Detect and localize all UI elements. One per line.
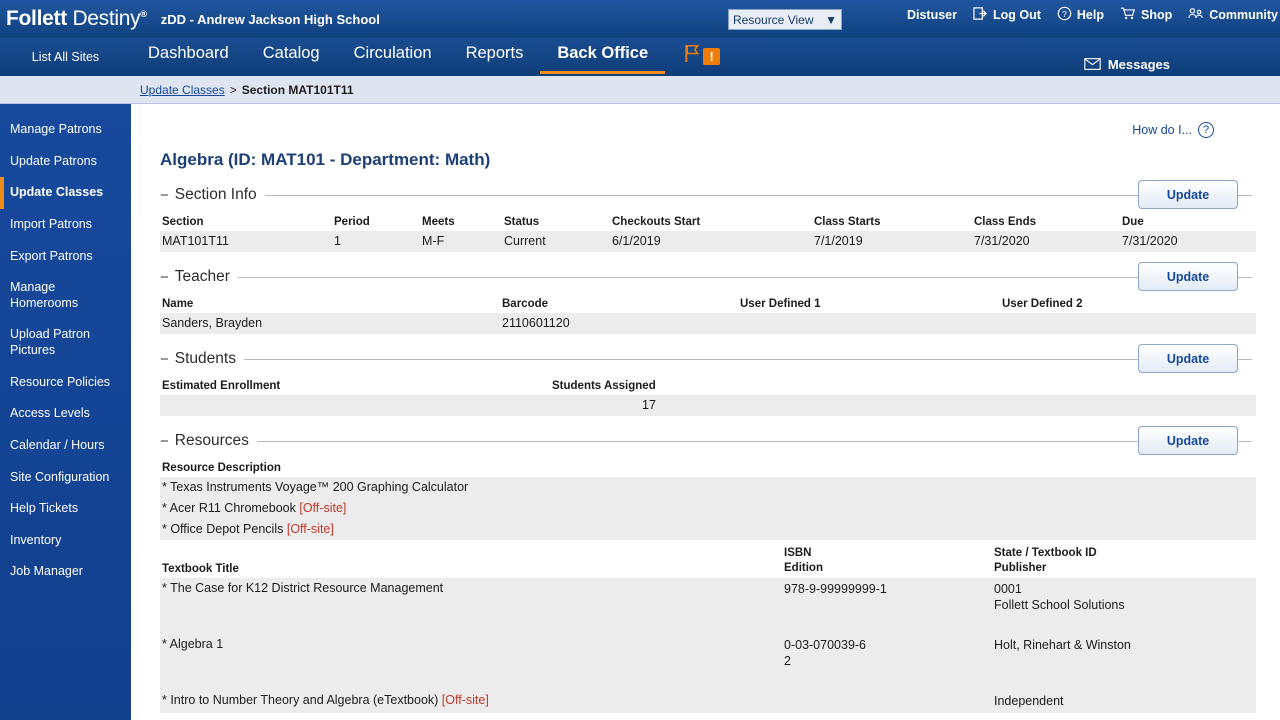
- textbook-title-text: * Algebra 1: [162, 637, 224, 652]
- cell-due: 7/31/2020: [1120, 231, 1256, 252]
- teacher-section: [160, 266, 1262, 334]
- resources-header: [160, 430, 1262, 452]
- alert-badge: !: [703, 48, 720, 65]
- cell-textbook-title: [160, 578, 782, 617]
- col-estimated-enrollment: Estimated Enrollment: [162, 380, 281, 392]
- resources-section: [160, 430, 1262, 713]
- table-row: [160, 231, 1256, 252]
- collapse-icon[interactable]: −: [160, 432, 169, 450]
- question-mark-icon: ?: [1198, 122, 1214, 138]
- flag-icon: [683, 44, 701, 69]
- cell-section: MAT101T11: [160, 231, 332, 252]
- publisher-value: Holt, Rinehart & Winston: [994, 638, 1131, 653]
- sidebar-item-access-levels[interactable]: Access Levels: [10, 406, 90, 421]
- teacher-table: [160, 296, 1256, 334]
- nav-tabs: [131, 38, 665, 74]
- col-isbn-edition: [782, 544, 992, 578]
- section-info-title: Section Info: [174, 186, 257, 203]
- list-all-sites-link[interactable]: List All Sites: [31, 50, 100, 64]
- students-title: Students: [174, 350, 236, 367]
- sidebar-item-export-patrons[interactable]: Export Patrons: [10, 248, 93, 263]
- main-navigation: [0, 38, 1280, 76]
- logo-follett-text: Follett: [6, 7, 67, 30]
- section-info-table: [160, 214, 1256, 252]
- cell-students-assigned: 17: [550, 395, 750, 416]
- state-textbook-id-value: 0001: [994, 582, 1022, 597]
- logo-trademark: ®: [140, 9, 147, 19]
- offsite-tag: [Off-site]: [286, 522, 334, 536]
- update-resources-button[interactable]: Update: [1138, 426, 1238, 455]
- table-row: [160, 395, 1256, 416]
- section-info-header: [160, 184, 1262, 206]
- chevron-down-icon: ▼: [825, 12, 837, 27]
- table-row-spacer: [160, 673, 1256, 690]
- page-title: Algebra (ID: MAT101 - Department: Math): [160, 150, 491, 169]
- sidebar-item-calendar-hours[interactable]: Calendar / Hours: [10, 437, 105, 452]
- shop-button[interactable]: [1120, 6, 1172, 24]
- resource-description-text: * Acer R11 Chromebook: [162, 501, 296, 515]
- col-students-assigned: Students Assigned: [552, 380, 656, 392]
- cell-class-starts: 7/1/2019: [812, 231, 972, 252]
- textbook-title-text: * Intro to Number Theory and Algebra (eTextbook): [162, 693, 439, 708]
- sidebar-item-update-patrons[interactable]: Update Patrons: [10, 153, 97, 168]
- col-section: Section: [162, 216, 204, 228]
- col-due: Due: [1122, 216, 1144, 228]
- col-isbn-label: ISBN: [784, 547, 812, 559]
- community-label: Community: [1209, 7, 1278, 22]
- col-resource-description: Resource Description: [162, 462, 281, 474]
- col-blank: [750, 378, 1256, 395]
- col-barcode: Barcode: [502, 298, 549, 310]
- table-row: [160, 477, 1256, 498]
- students-header: [160, 348, 1262, 370]
- update-teacher-button[interactable]: Update: [1138, 262, 1238, 291]
- community-icon: [1188, 6, 1204, 24]
- resource-description-text: * Office Depot Pencils: [162, 522, 284, 536]
- messages-label: Messages: [1107, 57, 1170, 72]
- tab-catalog[interactable]: Catalog: [262, 44, 320, 62]
- svg-text:?: ?: [1062, 8, 1067, 19]
- divider: [257, 441, 1252, 442]
- sidebar-item-resource-policies[interactable]: Resource Policies: [10, 374, 111, 389]
- table-row: [160, 690, 1256, 713]
- tab-reports[interactable]: Reports: [465, 44, 524, 62]
- divider: [244, 359, 1252, 360]
- sidebar-item-help-tickets[interactable]: Help Tickets: [10, 501, 79, 516]
- cell-textbook-title: [160, 690, 782, 713]
- breadcrumb-parent-link[interactable]: Update Classes: [140, 82, 225, 97]
- cell-isbn-edition: [782, 634, 992, 673]
- breadcrumb: [0, 76, 1280, 104]
- offsite-tag: [Off-site]: [441, 693, 489, 708]
- sidebar-item-update-classes[interactable]: Update Classes: [0, 177, 131, 209]
- textbooks-table: [160, 544, 1256, 713]
- table-header-row: [160, 214, 1256, 231]
- table-header-row: [160, 378, 1256, 395]
- current-user: Distuser: [906, 7, 957, 22]
- table-row: [160, 498, 1256, 519]
- shop-label: Shop: [1141, 7, 1173, 22]
- divider: [238, 277, 1252, 278]
- envelope-icon: [1084, 58, 1101, 72]
- cell-state-publisher: [992, 578, 1256, 617]
- table-header-row: [160, 296, 1256, 313]
- sidebar-item-site-configuration[interactable]: Site Configuration: [10, 469, 110, 484]
- messages-link[interactable]: [1084, 57, 1170, 72]
- logout-button[interactable]: [973, 6, 1041, 24]
- breadcrumb-separator: >: [229, 82, 237, 97]
- breadcrumb-current: Section MAT101T11: [241, 82, 354, 97]
- help-label: Help: [1076, 7, 1104, 22]
- col-publisher-label: Publisher: [994, 561, 1047, 574]
- cell-user-defined-1: [738, 313, 1000, 334]
- collapse-icon[interactable]: −: [160, 350, 169, 368]
- follett-destiny-logo[interactable]: [6, 7, 147, 31]
- help-button[interactable]: [1057, 6, 1104, 24]
- table-header-row: [160, 544, 1256, 578]
- col-checkouts-start: Checkouts Start: [612, 216, 701, 228]
- table-row: [160, 519, 1256, 540]
- cell-class-ends: 7/31/2020: [972, 231, 1120, 252]
- how-do-i-label: How do I...: [1132, 123, 1192, 137]
- cell-teacher-name: Sanders, Brayden: [160, 313, 500, 334]
- tab-dashboard[interactable]: Dashboard: [148, 44, 229, 62]
- col-textbook-title: [160, 544, 782, 578]
- tab-circulation[interactable]: Circulation: [353, 44, 432, 62]
- cell-blank: [750, 395, 1256, 416]
- col-status: Status: [504, 216, 540, 228]
- cell-user-defined-2: [1000, 313, 1256, 334]
- community-button[interactable]: [1188, 6, 1278, 24]
- collapse-icon[interactable]: −: [160, 186, 169, 204]
- tab-back-office[interactable]: Back Office: [540, 38, 665, 74]
- students-section: [160, 348, 1262, 416]
- col-class-ends: Class Ends: [974, 216, 1036, 228]
- page-body: [0, 104, 1280, 720]
- collapse-icon[interactable]: −: [160, 268, 169, 286]
- sidebar-item-import-patrons[interactable]: Import Patrons: [10, 216, 92, 231]
- resource-description-text: * Texas Instruments Voyage™ 200 Graphing Calculator: [162, 480, 469, 494]
- cell-checkouts-start: 6/1/2019: [610, 231, 812, 252]
- top-right-toolbar: [907, 6, 1280, 24]
- offsite-tag: [Off-site]: [299, 501, 347, 515]
- teacher-header: [160, 266, 1262, 288]
- col-period: Period: [334, 216, 370, 228]
- sidebar: [0, 104, 131, 720]
- cell-isbn-edition: [782, 690, 992, 713]
- col-meets: Meets: [422, 216, 455, 228]
- cart-icon: [1120, 6, 1136, 24]
- publisher-value: Independent: [994, 694, 1064, 709]
- sidebar-item-upload-patron-pictures[interactable]: Upload Patron Pictures: [10, 327, 90, 357]
- col-state-publisher: [992, 544, 1256, 578]
- table-row: [160, 313, 1256, 334]
- update-section-info-button[interactable]: Update: [1138, 180, 1238, 209]
- sidebar-item-inventory[interactable]: Inventory: [10, 532, 62, 547]
- col-user-defined-1: User Defined 1: [740, 298, 821, 310]
- top-bar: [0, 0, 1280, 38]
- site-name: zDD - Andrew Jackson High School: [160, 11, 380, 27]
- cell-teacher-barcode: 2110601120: [500, 313, 738, 334]
- publisher-value: Follett School Solutions: [994, 598, 1125, 613]
- col-name: Name: [162, 298, 194, 310]
- table-row: [160, 634, 1256, 673]
- logout-icon: [973, 6, 988, 24]
- sidebar-item-job-manager[interactable]: Job Manager: [10, 564, 83, 579]
- col-textbook-title-label: Textbook Title: [162, 563, 239, 576]
- resource-descriptions-table: [160, 460, 1256, 540]
- alerts-indicator[interactable]: [683, 38, 720, 69]
- isbn-value: 978-9-99999999-1: [784, 582, 887, 597]
- col-class-starts: Class Starts: [814, 216, 881, 228]
- logout-label: Log Out: [993, 7, 1041, 22]
- section-info-section: [160, 184, 1262, 252]
- main-content: [131, 104, 1280, 720]
- cell-isbn-edition: [782, 578, 992, 617]
- cell-state-publisher: [992, 634, 1256, 673]
- col-edition-label: Edition: [784, 561, 823, 574]
- col-state-id-label: State / Textbook ID: [994, 547, 1097, 559]
- cell-meets: M-F: [420, 231, 502, 252]
- how-do-i-link[interactable]: [1132, 122, 1214, 138]
- edition-value: 2: [784, 654, 791, 669]
- cell-resource-description: [160, 498, 1256, 519]
- logo-destiny-text: Destiny: [72, 7, 141, 30]
- cell-textbook-title: [160, 634, 782, 673]
- divider: [265, 195, 1252, 196]
- update-students-button[interactable]: Update: [1138, 344, 1238, 373]
- resources-title: Resources: [174, 432, 249, 449]
- resource-view-label: Resource View: [733, 12, 814, 27]
- resource-view-select[interactable]: [728, 9, 842, 30]
- cell-resource-description: [160, 519, 1256, 540]
- help-icon: [1057, 6, 1072, 24]
- col-user-defined-2: User Defined 2: [1002, 298, 1083, 310]
- cell-status: Current: [502, 231, 610, 252]
- textbook-title-text: * The Case for K12 District Resource Management: [162, 581, 444, 596]
- table-row-spacer: [160, 617, 1256, 634]
- cell-state-publisher: [992, 690, 1256, 713]
- sidebar-item-manage-homerooms[interactable]: Manage Homerooms: [10, 280, 79, 310]
- students-table: [160, 378, 1256, 416]
- sidebar-item-manage-patrons[interactable]: Manage Patrons: [10, 122, 102, 136]
- table-header-row: [160, 460, 1256, 477]
- isbn-value: 0-03-070039-6: [784, 638, 867, 653]
- table-row: [160, 578, 1256, 617]
- cell-period: 1: [332, 231, 420, 252]
- cell-estimated-enrollment: [160, 395, 550, 416]
- teacher-title: Teacher: [174, 268, 230, 285]
- cell-resource-description: [160, 477, 1256, 498]
